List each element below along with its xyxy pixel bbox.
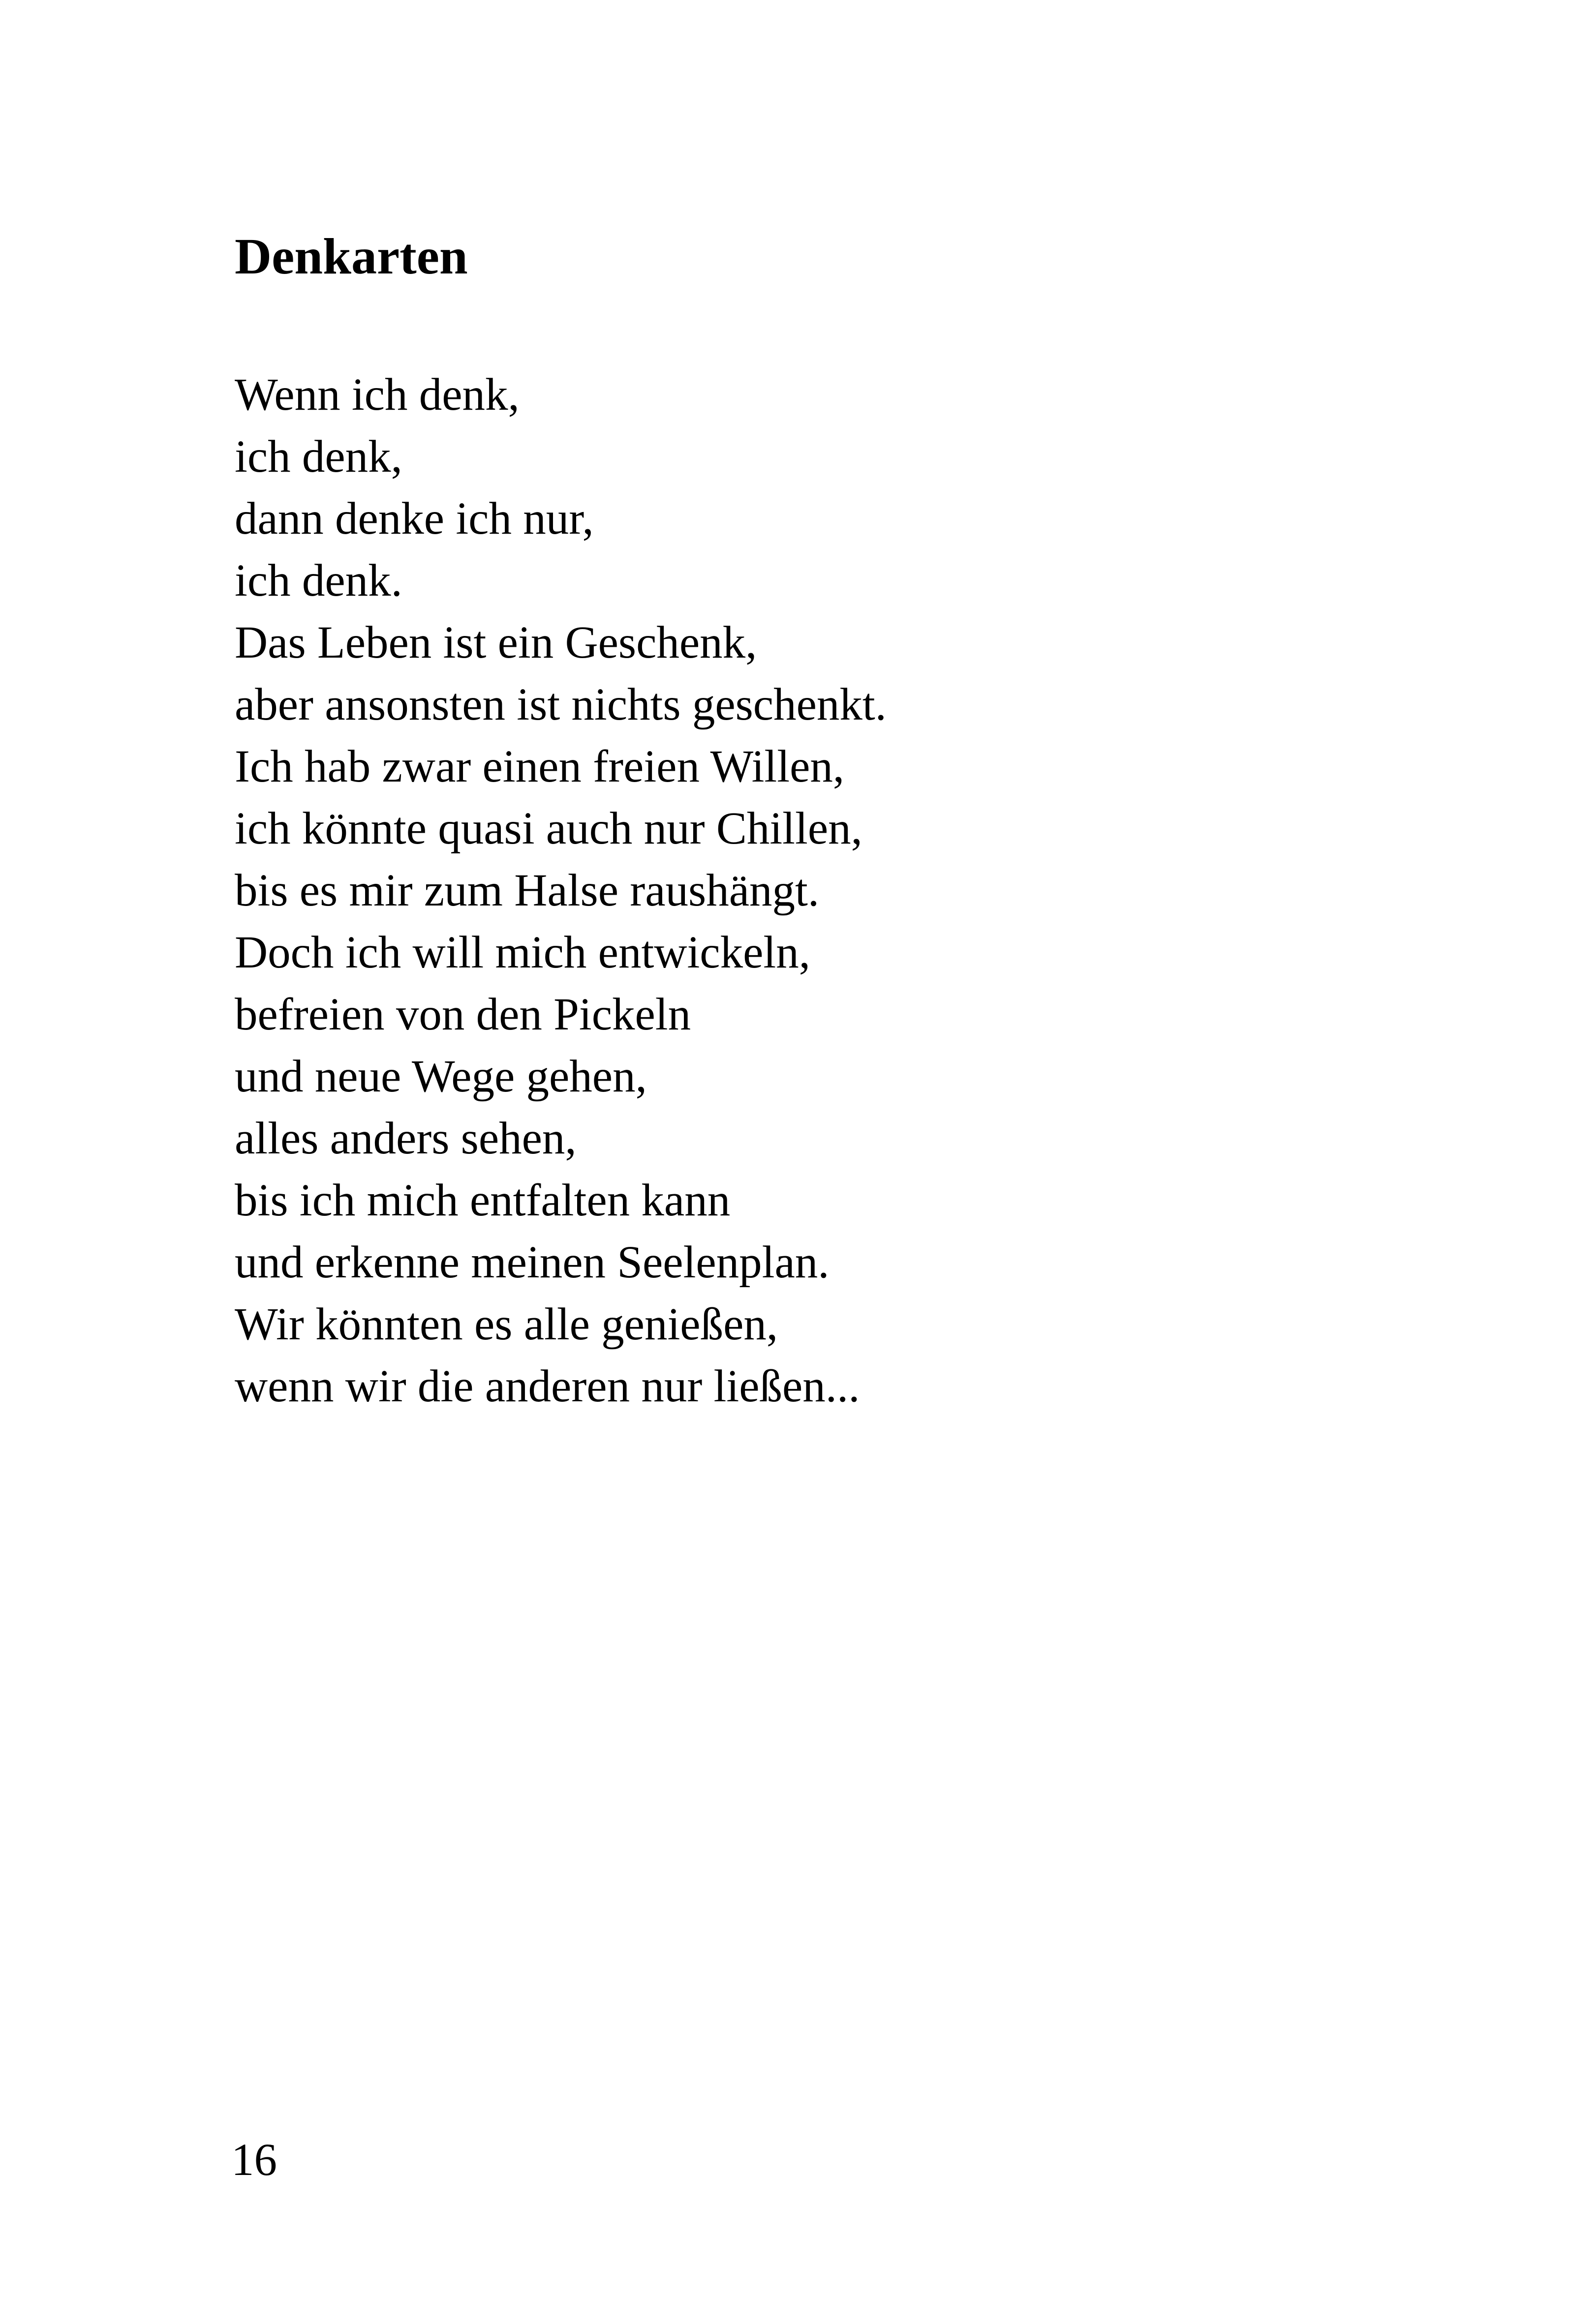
- page-number: 16: [231, 2135, 277, 2185]
- poem-line: Wenn ich denk,: [235, 369, 520, 420]
- poem-line: bis ich mich entfalten kann: [235, 1175, 731, 1226]
- poem-line: Wir könnten es alle genießen,: [235, 1299, 778, 1350]
- poem-title: Denkarten: [235, 228, 468, 285]
- poem-line: wenn wir die anderen nur ließen...: [235, 1361, 860, 1412]
- poem-line: aber ansonsten ist nichts geschenkt.: [235, 679, 887, 730]
- poem-line: ich denk.: [235, 555, 402, 606]
- poem-line: und erkenne meinen Seelenplan.: [235, 1237, 830, 1288]
- poem-line: und neue Wege gehen,: [235, 1051, 647, 1102]
- poem-line: ich denk,: [235, 431, 402, 482]
- poem-body: [235, 364, 887, 1418]
- poem-line: befreien von den Pickeln: [235, 989, 691, 1040]
- poem-line: ich könnte quasi auch nur Chillen,: [235, 803, 862, 854]
- poem-line: Doch ich will mich entwickeln,: [235, 927, 810, 978]
- poem-line: alles anders sehen,: [235, 1113, 577, 1164]
- poem-line: dann denke ich nur,: [235, 493, 594, 544]
- poem-line: Das Leben ist ein Geschenk,: [235, 617, 757, 668]
- poem-line: Ich hab zwar einen freien Willen,: [235, 741, 845, 792]
- poem-line: bis es mir zum Halse raushängt.: [235, 865, 820, 916]
